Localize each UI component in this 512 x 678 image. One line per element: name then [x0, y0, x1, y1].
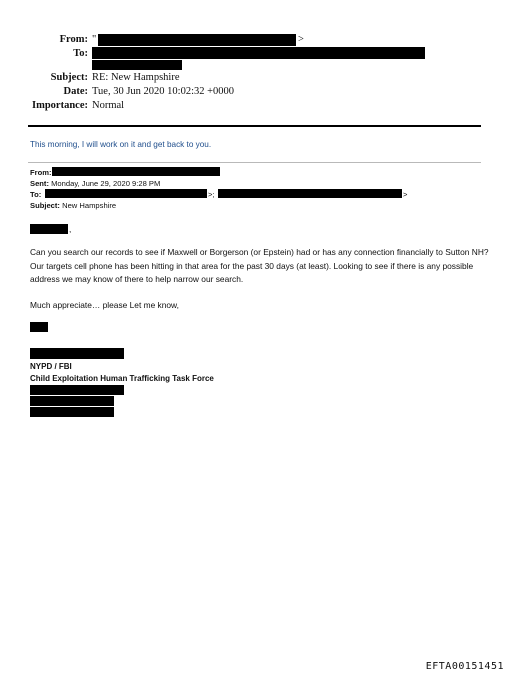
redaction-to-2 — [92, 60, 182, 70]
reply-text: This morning, I will work on it and get back to you. — [30, 140, 212, 149]
redaction-fw-to-1 — [45, 189, 207, 198]
importance-label: Importance: — [32, 100, 88, 111]
sig-unit: Child Exploitation Human Trafficking Task Force — [30, 374, 214, 383]
redaction-greeting-name — [30, 224, 68, 234]
date-label: Date: — [63, 86, 88, 97]
redaction-to-1 — [92, 47, 425, 59]
from-suffix: > — [298, 34, 304, 45]
redaction-sig-line-1 — [30, 385, 124, 395]
from-quote: " — [92, 34, 97, 45]
fw-sent-value: Monday, June 29, 2020 9:28 PM — [51, 179, 161, 188]
redaction-signoff — [30, 322, 48, 332]
subject-label: Subject: — [50, 72, 88, 83]
message-paragraph: Can you search our records to see if Maxwell or Borgerson (or Epstein) had or has any connection financially to Sutton NH? Our targets cell phone has been hitting in that area for the past 30 days (at least). Looking to see if there is any possible address we may know of there to help narrow our search. — [30, 247, 489, 284]
sig-agency: NYPD / FBI — [30, 362, 72, 371]
redaction-fw-from — [52, 167, 220, 176]
greeting-comma: , — [69, 224, 72, 234]
subject-value: RE: New Hampshire — [92, 72, 180, 83]
redaction-from — [98, 34, 296, 46]
fw-sent-row: Sent: Monday, June 29, 2020 9:28 PM — [30, 179, 161, 188]
redaction-sig-line-2 — [30, 396, 114, 406]
fw-to-end: > — [403, 190, 408, 199]
header-divider — [28, 125, 481, 127]
document-id: EFTA00151451 — [425, 661, 504, 672]
date-value: Tue, 30 Jun 2020 10:02:32 +0000 — [92, 86, 235, 97]
importance-value: Normal — [92, 100, 125, 111]
from-label: From: — [59, 34, 88, 45]
fw-subject-row: Subject: New Hampshire — [30, 201, 117, 210]
fw-to-label: To: — [30, 190, 42, 199]
fw-to-sep: >; — [208, 190, 215, 199]
redaction-fw-to-2 — [218, 189, 402, 198]
forward-divider — [28, 162, 481, 163]
redaction-sig-name — [30, 348, 124, 359]
redaction-sig-line-3 — [30, 407, 114, 417]
message-closing: Much appreciate… please Let me know, — [30, 300, 179, 310]
fw-subject-value: New Hampshire — [62, 201, 117, 210]
to-label: To: — [73, 48, 88, 59]
fw-from-label: From: — [30, 168, 52, 177]
